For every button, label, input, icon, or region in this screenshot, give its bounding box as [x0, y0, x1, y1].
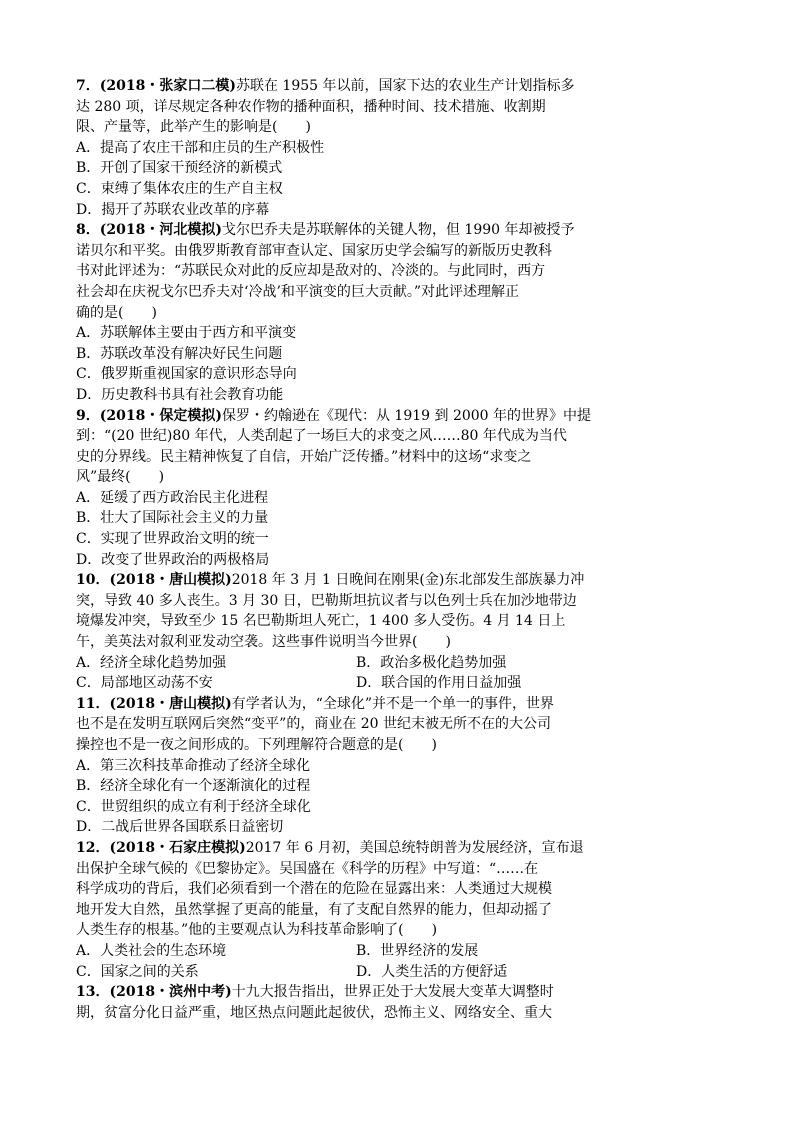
question-stem-line: 诺贝尔和平奖。由俄罗斯教育部审查认定、国家历史学会编写的新版历史教科 — [76, 242, 552, 259]
question-stem-line: 确的是( ) — [76, 304, 157, 321]
option-a: A．延缓了西方政治民主化进程 — [76, 489, 269, 506]
option-c: C．俄罗斯重视国家的意识形态导向 — [76, 366, 297, 383]
question-stem: 9．(2018・保定模拟)保罗・约翰逊在《现代：从 1919 到 2000 年的世界》中提 — [76, 407, 592, 424]
option-a: A．经济全球化趋势加强 — [76, 654, 227, 671]
option-a: A．第三次科技革命推动了经济全球化 — [76, 757, 311, 774]
question-10 — [76, 570, 636, 652]
question-stem-line: 操控也不是一夜之间形成的。下列理解符合题意的是( ) — [76, 737, 437, 753]
question-number: 10．(2018・唐山模拟) — [76, 572, 232, 589]
option-b: B．世界经济的发展 — [356, 942, 479, 959]
option-c: C．国家之间的关系 — [76, 963, 199, 980]
option-c: C．世贸组织的成立有利于经济全球化 — [76, 798, 311, 815]
option-row — [76, 962, 636, 983]
option-c: C．实现了世界政治文明的统一 — [76, 531, 269, 548]
question-12 — [76, 838, 636, 941]
option-c: C．局部地区动荡不安 — [76, 675, 213, 692]
question-13 — [76, 982, 636, 1023]
question-number: 11．(2018・唐山模拟) — [76, 695, 232, 712]
question-stem-line: 午，美英法对叙利亚发动空袭。这些事件说明当今世界( ) — [76, 634, 451, 651]
question-stem-line: 到：“(20 世纪)80 年代，人类刮起了一场巨大的求变之风……80 年代成为当代 — [76, 428, 567, 445]
question-list — [76, 76, 636, 1023]
question-stem-line: 科学成功的背后，我们必须看到一个潜在的危险在显露出来：人类通过大规模 — [76, 881, 552, 898]
question-stem-line: 限、产量等，此举产生的影响是( ) — [76, 119, 311, 136]
question-stem: 7．(2018・张家口二模)苏联在 1955 年以前，国家下达的农业生产计划指标多 — [76, 78, 575, 94]
option-b: B．开创了国家干预经济的新模式 — [76, 160, 283, 177]
question-stem-line: 突，导致 40 多人丧生。3 月 30 日，巴勒斯坦抗议者与以色列士兵在加沙地带边 — [76, 592, 577, 609]
option-d: D．历史教科书具有社会教育功能 — [76, 386, 284, 403]
option-c: C．束缚了集体农庄的生产自主权 — [76, 180, 283, 197]
option-d: D．二战后世界各国联系日益密切 — [76, 819, 284, 836]
question-stem-line: 地开发大自然，虽然掌握了更高的能量，有了支配自然界的能力，但却动摇了 — [76, 901, 552, 918]
question-stem: 10．(2018・唐山模拟)2018 年 3 月 1 日晚间在刚果(金)东北部发生部族暴力冲 — [76, 572, 585, 589]
question-stem-line: 风”最终( ) — [76, 469, 165, 486]
question-11 — [76, 694, 636, 756]
option-b: B．苏联改革没有解决好民生问题 — [76, 345, 283, 362]
option-row — [76, 673, 636, 694]
question-8 — [76, 220, 636, 323]
option-a: A．提高了农庄干部和庄员的生产积极性 — [76, 139, 325, 156]
question-stem-line: 也不是在发明互联网后突然“变平”的，商业在 20 世纪末被无所不在的大公司 — [76, 716, 552, 733]
question-stem-line: 社会却在庆祝戈尔巴乔夫对‘冷战’和平演变的巨大贡献。”对此评述理解正 — [76, 283, 520, 300]
question-7 — [76, 76, 636, 138]
question-stem-line: 史的分界线。民主精神恢复了自信，开始广泛传播。”材料中的这场“求变之 — [76, 448, 532, 465]
option-d: D．联合国的作用日益加强 — [356, 675, 522, 692]
option-d: D．改变了世界政治的两极格局 — [76, 551, 270, 568]
question-stem-line: 人类生存的根基。”他的主要观点认为科技革命影响了( ) — [76, 922, 438, 939]
option-d: D．人类生活的方便舒适 — [356, 963, 508, 980]
question-stem-line: 达 280 项，详尽规定各种农作物的播种面积，播种时间、技术措施、收割期 — [76, 98, 546, 115]
option-a: A．苏联解体主要由于西方和平演变 — [76, 325, 297, 342]
question-stem: 8．(2018・河北模拟)戈尔巴乔夫是苏联解体的关键人物，但 1990 年却被授予 — [76, 222, 575, 239]
question-stem: 11．(2018・唐山模拟)有学者认为，“全球化”并不是一个单一的事件，世界 — [76, 695, 555, 712]
question-stem: 13．(2018・滨州中考)十九大报告指出，世界正处于大发展大变革大调整时 — [76, 984, 554, 1001]
question-number: 12．(2018・石家庄模拟) — [76, 839, 246, 856]
question-stem-line: 期，贫富分化日益严重，地区热点问题此起彼伏，恐怖主义、网络安全、重大 — [76, 1004, 552, 1021]
option-b: B．壮大了国际社会主义的力量 — [76, 510, 269, 527]
question-number: 9．(2018・保定模拟) — [76, 407, 222, 424]
option-b: B．政治多极化趋势加强 — [356, 654, 507, 671]
question-stem-line: 书对此评述为：“苏联民众对此的反应却是敌对的、冷淡的。与此同时，西方 — [76, 263, 546, 280]
option-row — [76, 941, 636, 962]
question-stem-line: 出保护全球气候的《巴黎协定》。吴国盛在《科学的历程》中写道：“……在 — [76, 860, 539, 877]
question-stem-line: 境爆发冲突，导致至少 15 名巴勒斯坦人死亡，1 400 多人受伤。4 月 14 日上 — [76, 613, 566, 630]
option-b: B．经济全球化有一个逐渐演化的过程 — [76, 778, 311, 795]
option-a: A．人类社会的生态环境 — [76, 942, 227, 959]
option-row — [76, 653, 636, 674]
question-number: 13．(2018・滨州中考) — [76, 984, 232, 1001]
question-number: 8．(2018・河北模拟) — [76, 222, 222, 239]
question-9 — [76, 406, 636, 488]
question-number: 7．(2018・张家口二模) — [76, 78, 236, 94]
option-d: D．揭开了苏联农业改革的序幕 — [76, 201, 270, 218]
question-stem: 12．(2018・石家庄模拟)2017 年 6 月初，美国总统特朗普为发展经济，宣布退 — [76, 839, 584, 856]
